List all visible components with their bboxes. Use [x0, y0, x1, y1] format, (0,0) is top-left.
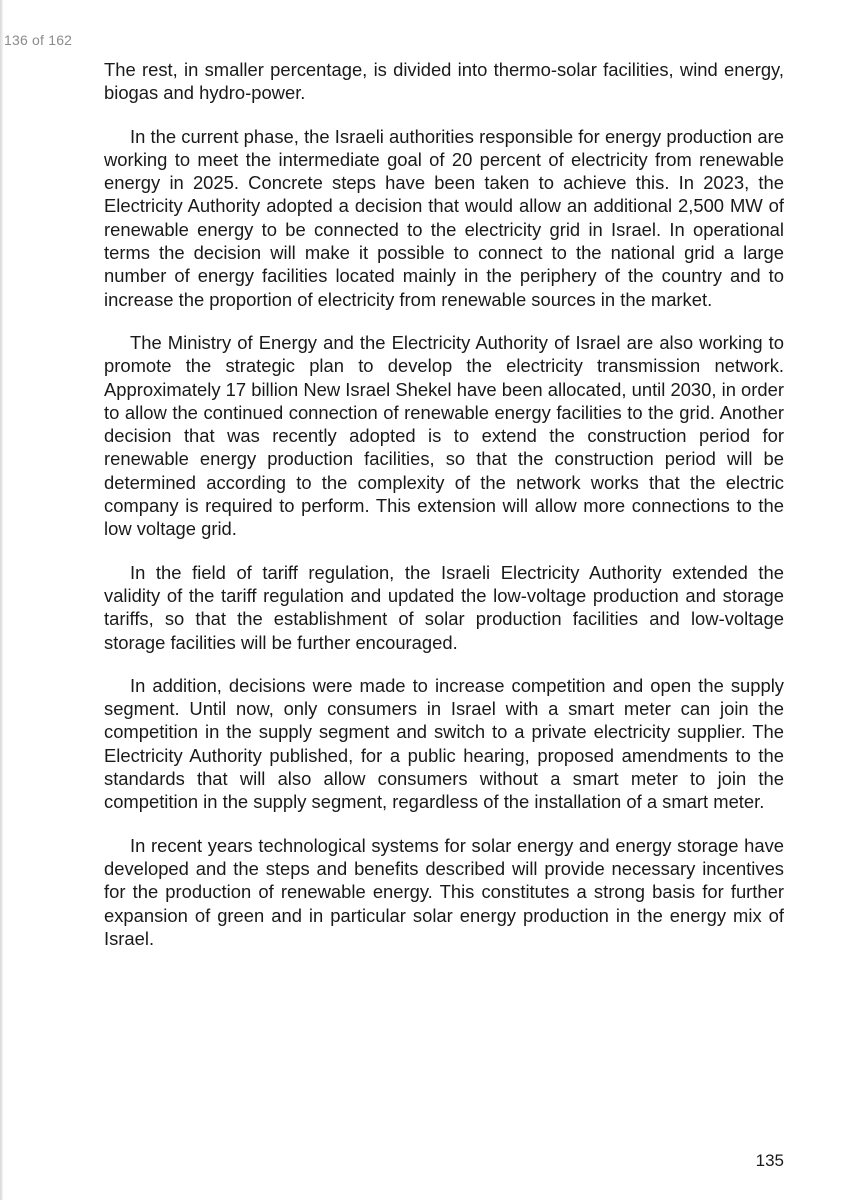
paragraph-5: In addition, decisions were made to increase competition and open the supply segment. Until now, only consumers in Israel with a smart meter can join the competition in the supply segment and switch to a private electricity supplier. The Electricity Authority published, for a public hearing, proposed amendments to the standards that will also allow consumers without a smart meter to join the competition in the supply segment, regardless of the installation of a smart meter. — [104, 674, 784, 813]
document-body — [104, 58, 784, 970]
paragraph-2: In the current phase, the Israeli authorities responsible for energy production are working to meet the intermediate goal of 20 percent of electricity from renewable energy in 2025. Concrete steps have been taken to achieve this. In 2023, the Electricity Authority adopted a decision that would allow an additional 2,500 MW of renewable energy to be connected to the electricity grid in Israel. In operational terms the decision will make it possible to connect to the national grid a large number of energy facilities located mainly in the periphery of the country and to increase the proportion of electricity from renewable sources in the market. — [104, 125, 784, 310]
paragraph-6: In recent years technological systems for solar energy and energy storage have developed and the steps and benefits described will provide necessary incentives for the production of renewable energy. This constitutes a strong basis for further expansion of green and in particular solar energy production in the energy mix of Israel. — [104, 834, 784, 949]
paragraph-1: The rest, in smaller percentage, is divided into thermo-solar facilities, wind energy, biogas and hydro-power. — [104, 59, 784, 104]
paragraph-3: The Ministry of Energy and the Electricity Authority of Israel are also working to promote the strategic plan to develop the electricity transmission network. Approximately 17 billion New Israel Shekel have been allocated, until 2030, in order to allow the continued connection of renewable energy facilities to the grid. Another decision that was recently adopted is to extend the construction period for renewable energy production facilities, so that the construction period will be determined according to the complexity of the network works that the electric company is required to perform. This extension will allow more connections to the low voltage grid. — [104, 331, 784, 540]
page-counter: 136 of 162 — [4, 32, 73, 48]
page-number: 135 — [755, 1151, 784, 1170]
paragraph-4: In the field of tariff regulation, the Israeli Electricity Authority extended the validity of the tariff regulation and updated the low-voltage production and storage tariffs, so that the establishment of solar production facilities and low-voltage storage facilities will be further encouraged. — [104, 561, 784, 653]
page-edge — [0, 0, 3, 1200]
